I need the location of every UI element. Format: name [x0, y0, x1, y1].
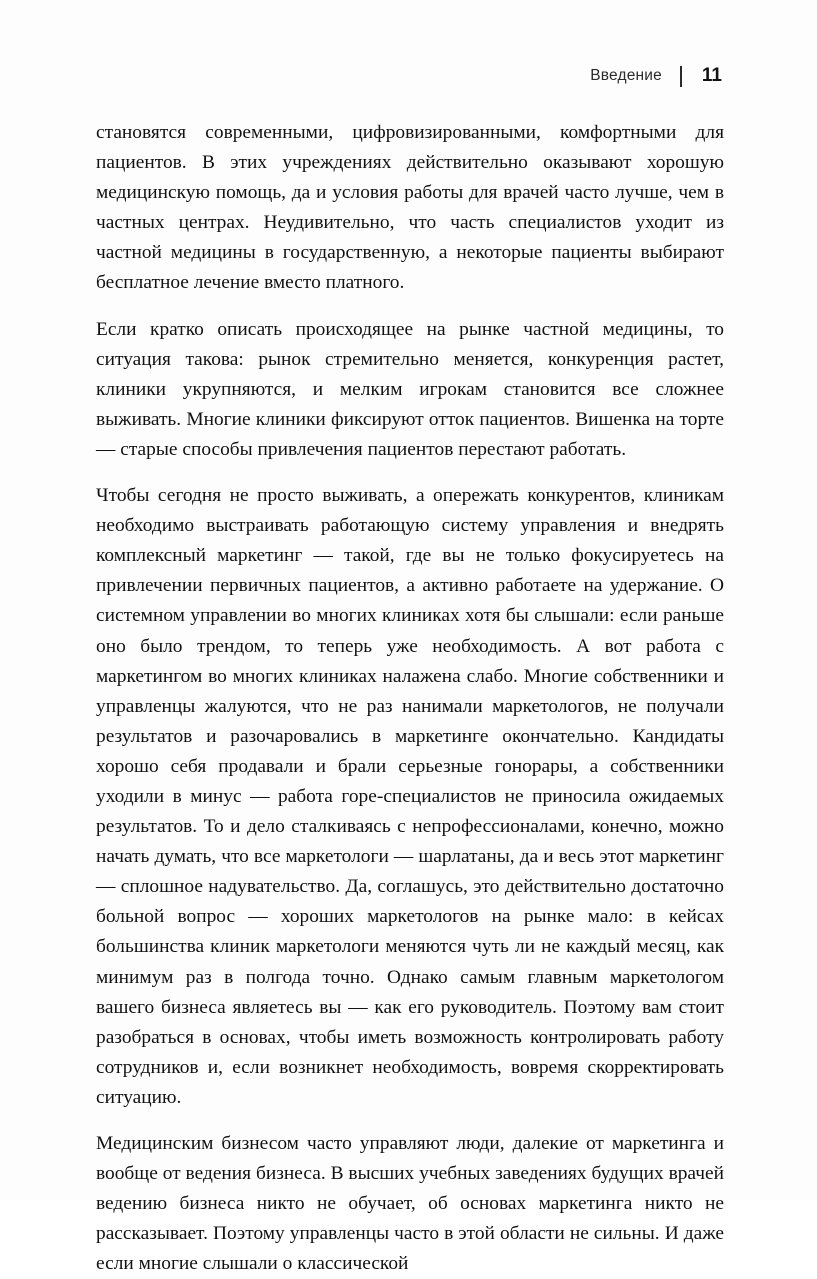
paragraph: Медицинским бизнесом часто управляют люди, далекие от маркетинга и вообще от ведения бизнеса. В высших учебных заведениях будущих врачей ведению бизнеса никто не обучает, об основах маркетинга никто не рассказывает. Поэтому управленцы часто в этой области не сильны. И даже если многие слышали о классической — [96, 1133, 724, 1275]
paragraph: Если кратко описать происходящее на рынке частной медицины, то ситуация такова: рынок стремительно меняется, конкуренция растет, клиники укрупняются, и мелким игрокам становится все сложнее выживать. Многие клиники фиксируют отток пациентов. Вишенка на торте — старые способы привлечения пациентов перестают работать. — [96, 318, 724, 460]
header-section-title: Введение — [590, 67, 662, 84]
page-header — [95, 63, 722, 89]
header-divider — [680, 66, 682, 87]
page-number: 11 — [701, 65, 722, 86]
paragraph: становятся современными, цифровизированными, комфортными для пациентов. В этих учреждениях действительно оказывают хорошую медицинскую помощь, да и условия работы для врачей часто лучше, чем в частных центрах. Неудивительно, что часть специалистов уходит из частной медицины в государственную, а некоторые пациенты выбирают бесплатное лечение вместо платного. — [96, 122, 724, 294]
paragraph: Чтобы сегодня не просто выживать, а опережать конкурентов, клиникам необходимо выстраивать работающую систему управления и внедрять комплексный маркетинг — такой, где вы не только фокусируетесь на привлечении первичных пациентов, а активно работаете на удержание. О системном управлении во многих клиниках хотя бы слышали: если раньше оно было трендом, то теперь уже необходимость. А вот работа с маркетингом во многих клиниках налажена слабо. Многие собственники и управленцы жалуются, что не раз нанимали маркетологов, не получали результатов и разочаровались в маркетинге окончательно. Кандидаты хорошо себя продавали и брали серьезные гонорары, а собственники уходили в минус — работа горе-специалистов не приносила ожидаемых результатов. То и дело сталкиваясь с непрофессионалами, конечно, можно начать думать, что все маркетологи — шарлатаны, да и весь этот маркетинг — сплошное надувательство. Да, соглашусь, это действительно достаточно больной вопрос — хороших маркетологов на рынке мало: в кейсах большинства клиник маркетологи меняются чуть ли не каждый месяц, как минимум раз в полгода точно. Однако самым главным маркетологом вашего бизнеса являетесь вы — как его руководитель. Поэтому вам стоит разобраться в основах, чтобы иметь возможность контролировать работу сотрудников и, если возникнет необходимость, вовремя скорректировать ситуацию. — [96, 485, 724, 1108]
page-body — [96, 118, 724, 1279]
